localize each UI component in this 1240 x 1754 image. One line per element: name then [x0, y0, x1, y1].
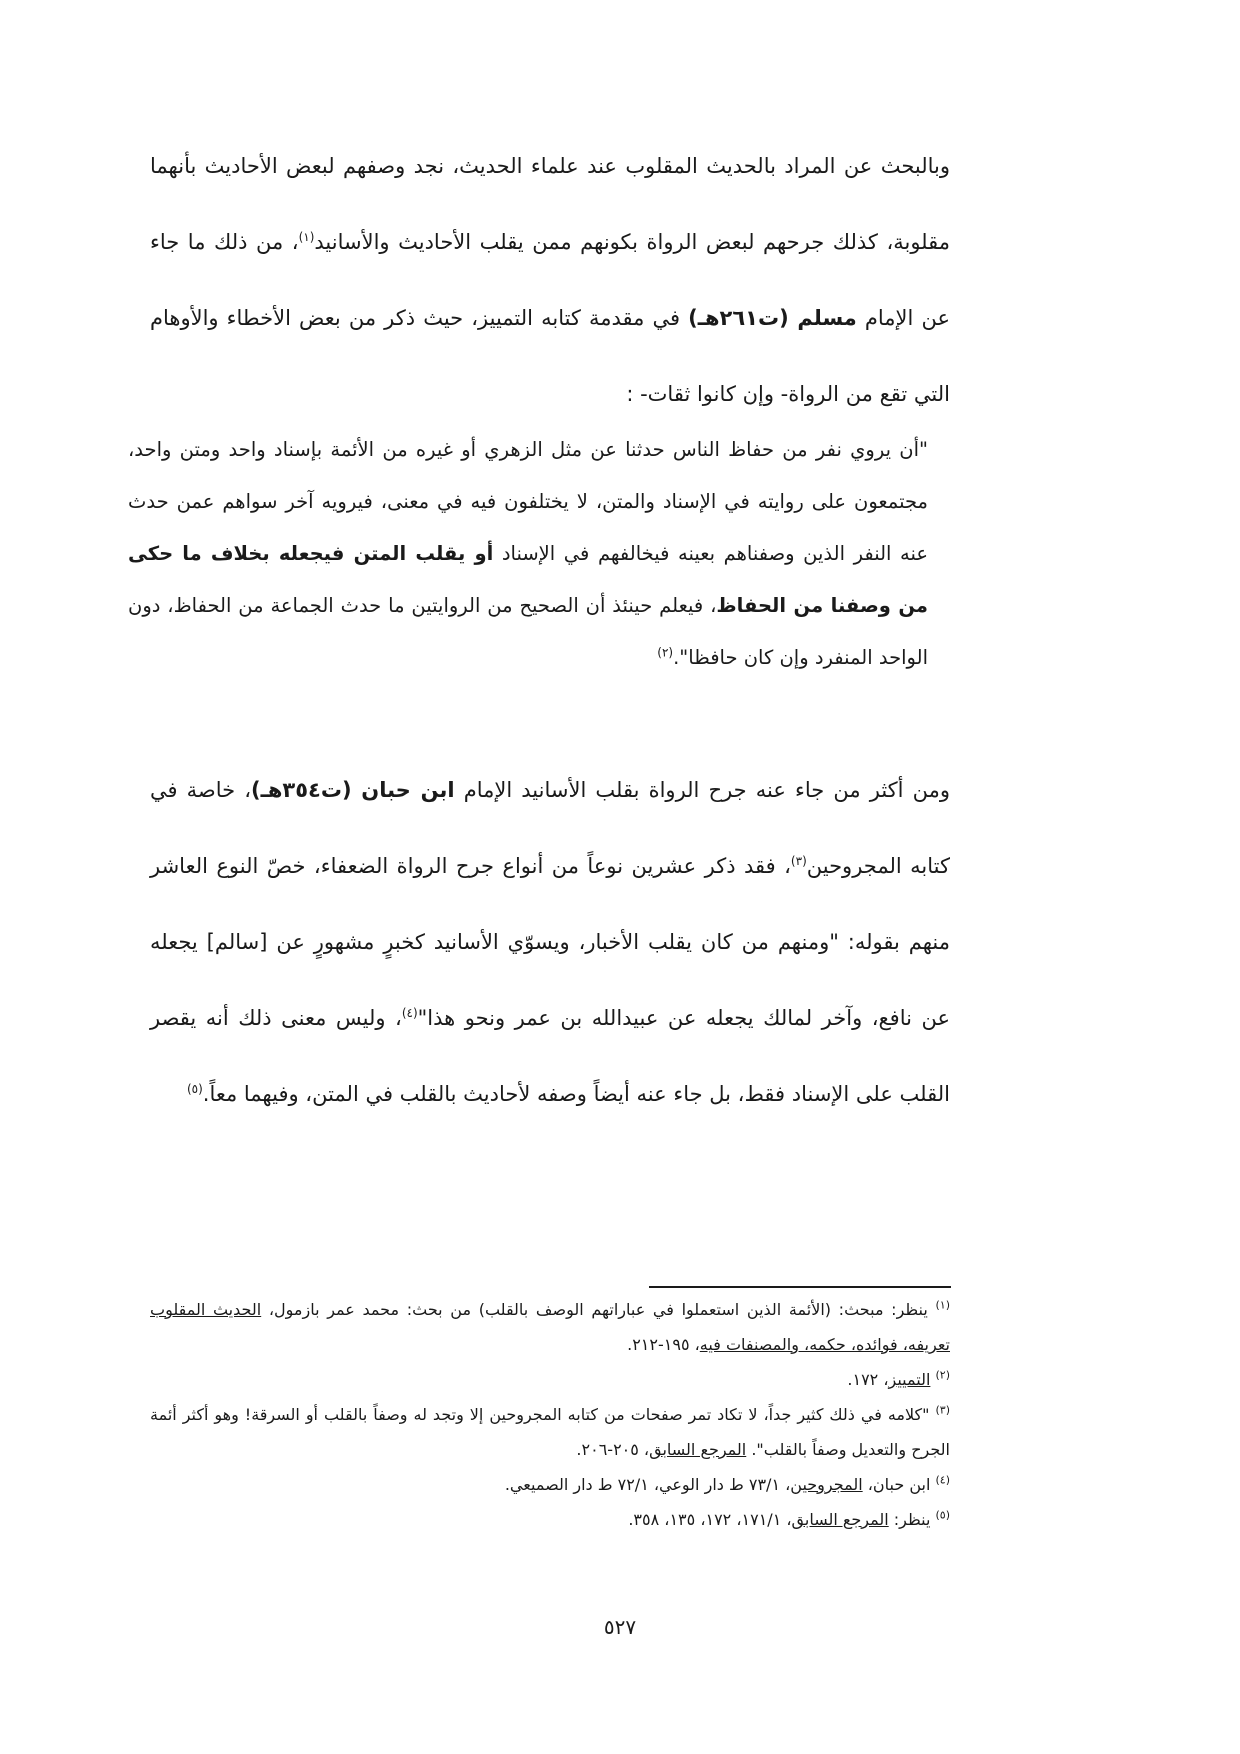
footnote-text: ينظر: [888, 1510, 936, 1529]
paragraph-text: ، من ذلك ما جاء عن الإمام [150, 230, 950, 330]
footnote-pages: ، ٧٣/١ ط دار الوعي، ٧٢/١ ط دار الصميعي. [504, 1475, 791, 1494]
footnote-source-title: التمييز [888, 1370, 931, 1389]
paragraph-text: ، خاصة في كتابه المجروحين [150, 778, 950, 878]
footnote-ref-3[interactable]: (٣) [790, 854, 807, 868]
footnote-ref-4[interactable]: (٤) [401, 1006, 418, 1020]
paragraph-text: ، وليس معنى ذلك أنه يقصر القلب على الإسناد فقط، بل جاء عنه أيضاً وصفه لأحاديث بالقلب في المتن، وفيهما معاً. [150, 1006, 950, 1106]
footnote-text: ابن حبان، [862, 1475, 936, 1494]
footnotes-section [150, 1292, 950, 1537]
footnote-pages: ، ١٧٢. [847, 1370, 889, 1389]
footnote-ref-1[interactable]: (١) [298, 230, 315, 244]
footnote-number: (٥) [935, 1508, 950, 1522]
footnote-text: "كلامه في ذلك كثير جداً، لا تكاد تمر صفحات من كتابه المجروحين إلا وتجد له وصفاً بالقلب أو السرقة! وهو أكثر أئمة الجرح والتعديل وصفاً بالقلب". [150, 1405, 950, 1459]
footnote-separator [649, 1286, 951, 1288]
footnote-3 [150, 1397, 950, 1467]
paragraph-text: في مقدمة كتابه التمييز، حيث ذكر من بعض الأخطاء والأوهام التي تقع من الرواة- وإن كانوا ثقات- : [150, 306, 950, 406]
paragraph-text: وبالبحث عن المراد بالحديث المقلوب عند علماء الحديث، نجد وصفهم لبعض الأحاديث بأنهما مقلوبة، كذلك جرحهم لبعض الرواة بكونهم ممن يقلب الأحاديث والأسانيد [150, 154, 950, 254]
quote-text: "أن يروي نفر من حفاظ الناس حدثنا عن مثل الزهري أو غيره من الأئمة بإسناد واحد ومتن واحد، مجتمعون على روايته في الإسناد والمتن، لا يختلفون فيه في معنى، فيرويه آخر سواهم عمن حدث عنه النفر الذين وصفناهم بعينه فيخالفهم في الإسناد [128, 438, 929, 565]
footnote-pages: ، ١٩٥-٢١٢. [627, 1335, 700, 1354]
footnote-ref-2[interactable]: (٢) [657, 645, 674, 660]
footnote-source-title: المجروحين [790, 1475, 863, 1494]
paragraph-ibn-hibban [150, 752, 950, 1132]
footnote-number: (٤) [935, 1473, 950, 1487]
block-quote [128, 424, 950, 684]
footnote-source-title: المرجع السابق [649, 1440, 747, 1459]
footnote-text: ينظر: مبحث: (الأئمة الذين استعملوا في عباراتهم الوصف بالقلب) من بحث: محمد عمر بازمول، [261, 1300, 936, 1319]
footnote-5 [150, 1502, 950, 1537]
bold-name-muslim: مسلم (ت٢٦١هـ) [688, 306, 857, 330]
quote-bold-text: أو يقلب المتن فيجعله بخلاف ما حكى من وصفنا من الحفاظ [128, 542, 929, 617]
footnote-source-title: المرجع السابق [791, 1510, 889, 1529]
bold-name-ibn-hibban: ابن حبان (ت٣٥٤هـ) [251, 778, 455, 802]
paragraph-text: ومن أكثر من جاء عنه جرح الرواة بقلب الأسانيد الإمام [454, 778, 951, 802]
footnote-number: (٢) [935, 1368, 950, 1382]
page-number: ٥٢٧ [603, 1615, 637, 1639]
quote-text: ، فيعلم حينئذ أن الصحيح من الروايتين ما حدث الجماعة من الحفاظ، دون الواحد المنفرد وإن كان حافظا". [128, 594, 928, 669]
footnote-1 [150, 1292, 950, 1362]
footnote-pages: ، ٢٠٥-٢٠٦. [576, 1440, 650, 1459]
footnote-4 [150, 1467, 950, 1502]
footnote-2 [150, 1362, 950, 1397]
footnote-number: (١) [935, 1298, 950, 1312]
footnote-pages: ، ١٧١/١، ١٧٢، ١٣٥، ٣٥٨. [628, 1510, 792, 1529]
footnote-number: (٣) [935, 1403, 950, 1417]
footnote-ref-5[interactable]: (٥) [186, 1082, 203, 1096]
paragraph-text: ، فقد ذكر عشرين نوعاً من أنواع جرح الرواة الضعفاء، خصّ النوع العاشر منهم بقوله: "ومنهم من كان يقلب الأخبار، ويسوّي الأسانيد كخبرٍ مشهورٍ عن [سالم] يجعله عن نافع، وآخر لمالك يجعله عن عبيدالله بن عمر ونحو هذا" [150, 854, 950, 1030]
paragraph-muslim [150, 128, 950, 432]
footnote-source-title: الحديث المقلوب تعريفه، فوائده، حكمه، والمصنفات فيه [150, 1300, 950, 1354]
